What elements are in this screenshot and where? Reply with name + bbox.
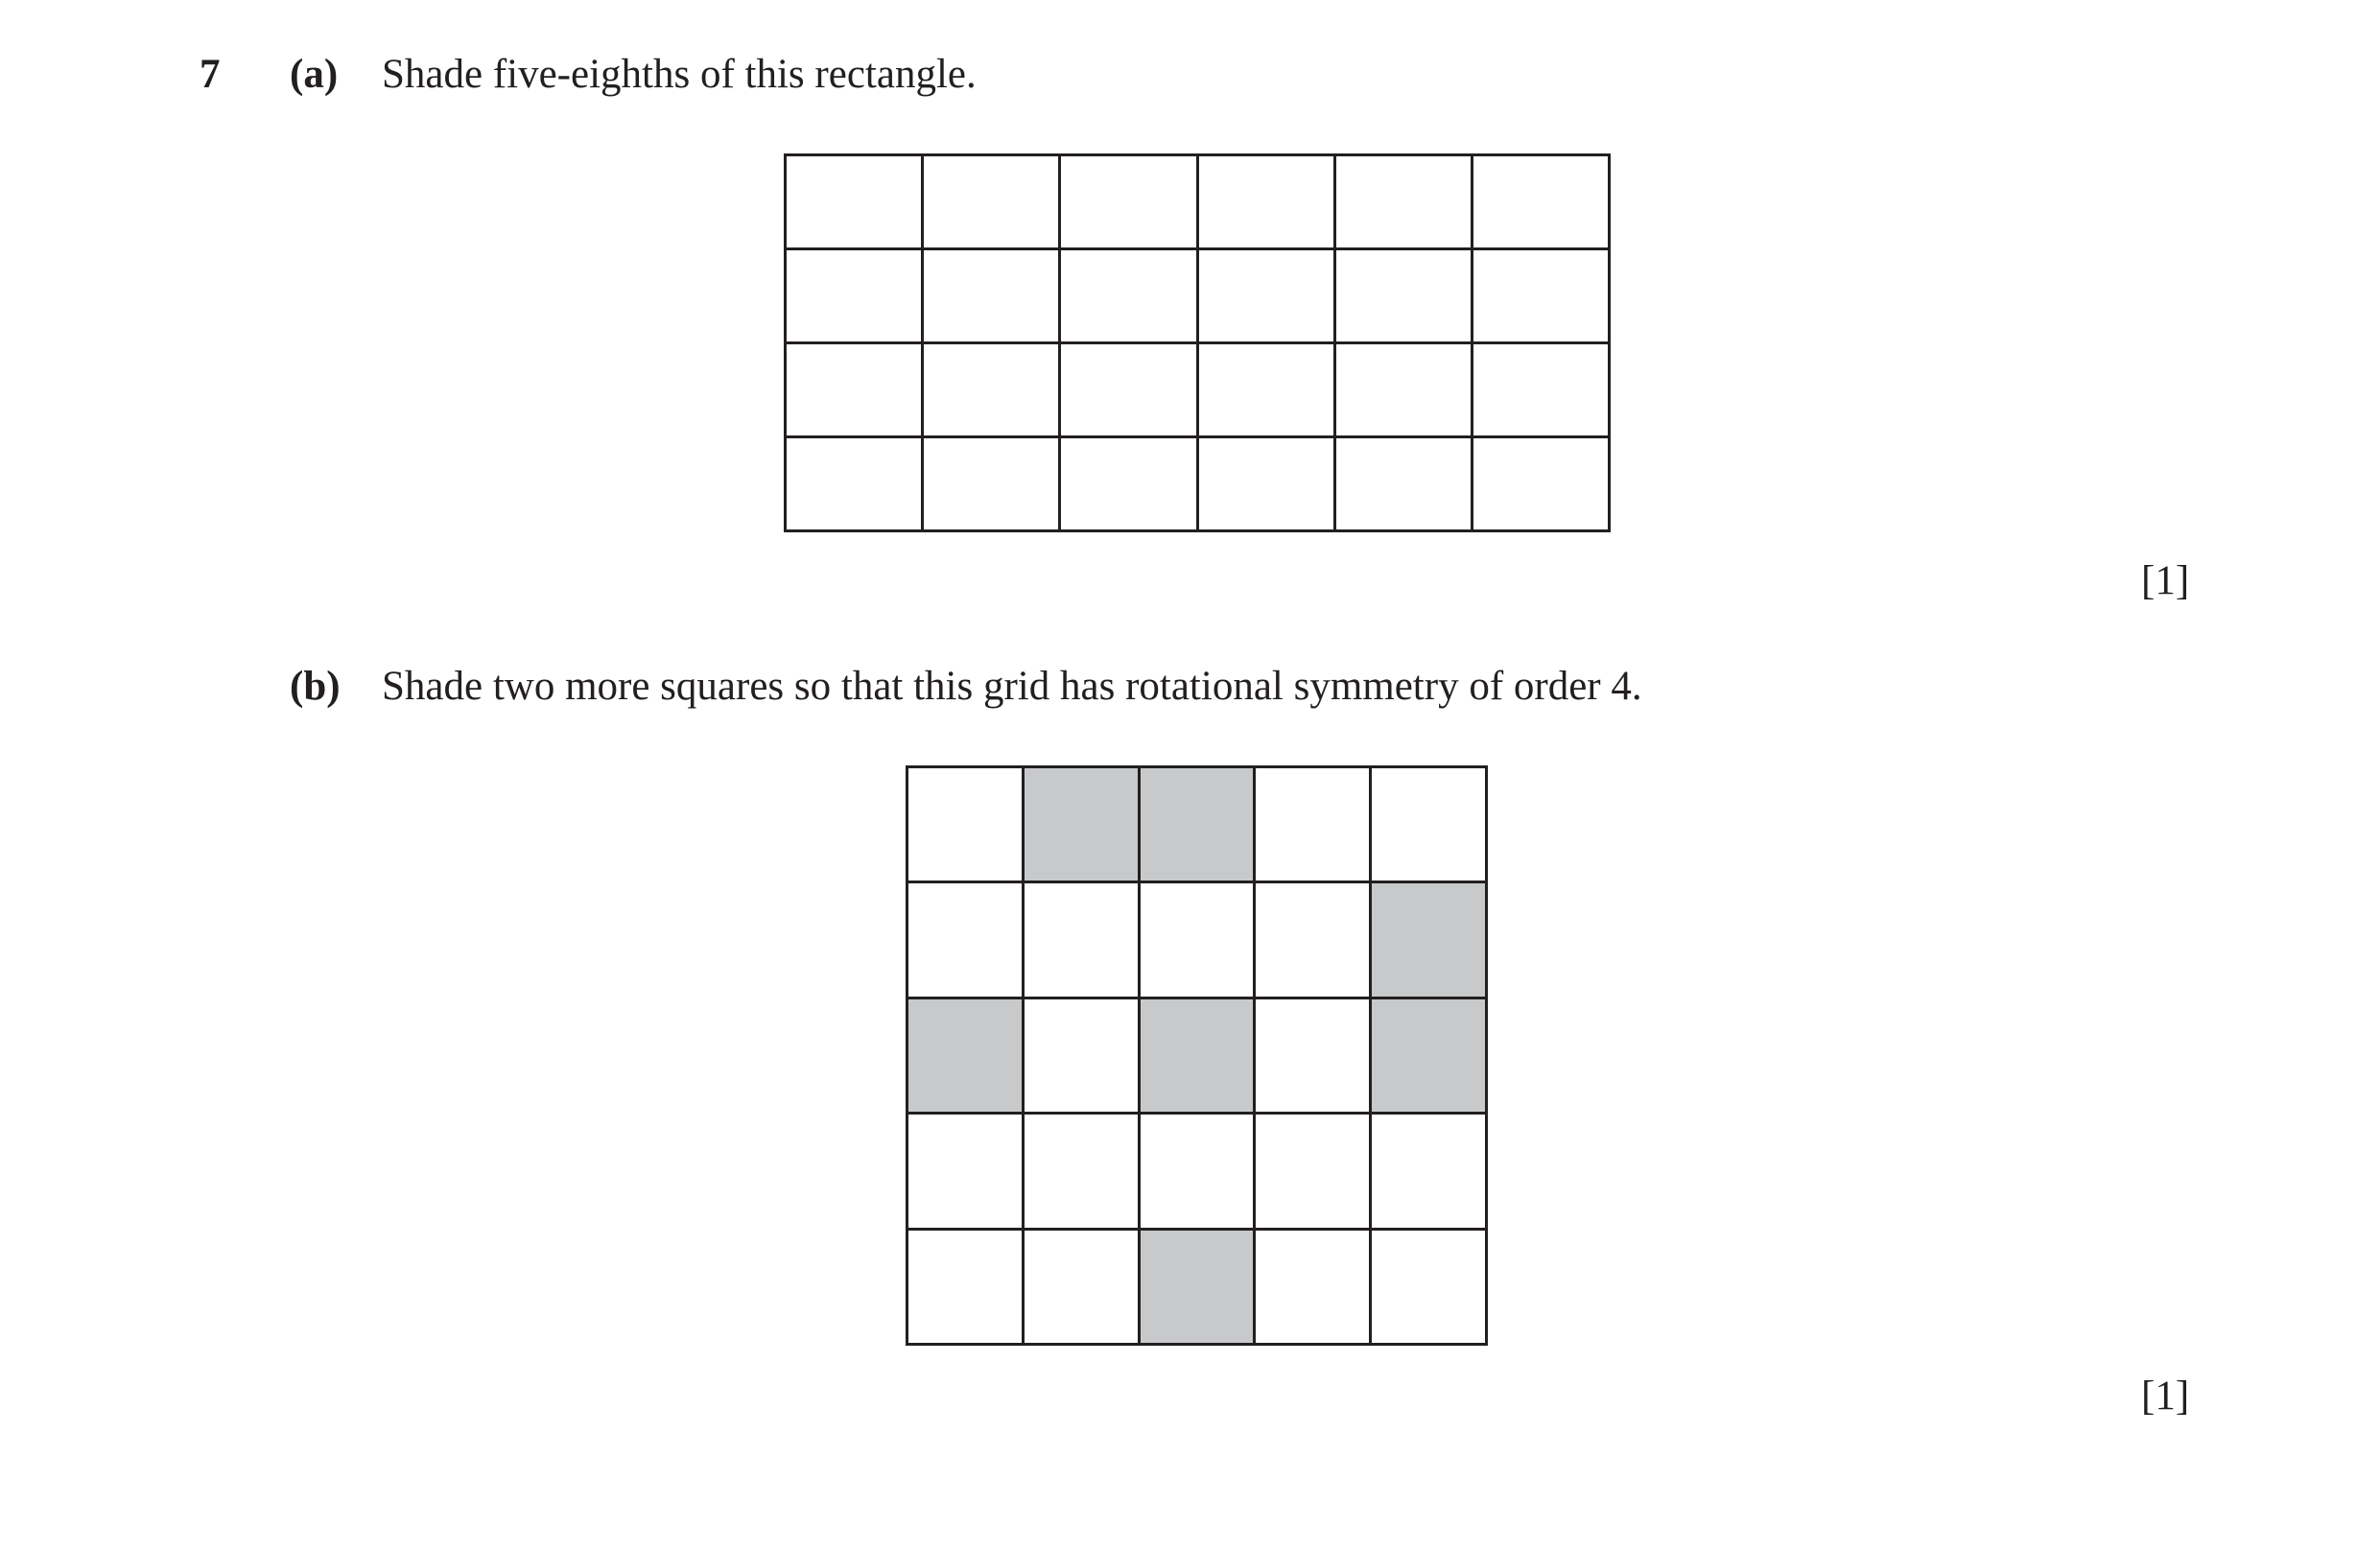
grid-square[interactable]: [1336, 250, 1473, 344]
grid-square[interactable]: [1256, 999, 1372, 1115]
grid-square[interactable]: [1025, 1231, 1141, 1346]
grid-square[interactable]: [1141, 999, 1257, 1115]
grid-square[interactable]: [1256, 768, 1372, 883]
grid-square[interactable]: [1372, 768, 1488, 883]
grid-square[interactable]: [787, 438, 924, 532]
grid-square[interactable]: [1141, 883, 1257, 998]
grid-square[interactable]: [908, 1231, 1025, 1346]
grid-square[interactable]: [1061, 438, 1198, 532]
grid-square[interactable]: [908, 999, 1025, 1115]
part-b-label: (b): [290, 664, 341, 709]
grid-square[interactable]: [1141, 1231, 1257, 1346]
grid-square[interactable]: [908, 1115, 1025, 1230]
grid-square[interactable]: [924, 344, 1061, 438]
grid-square[interactable]: [1061, 250, 1198, 344]
grid-square[interactable]: [1199, 156, 1336, 250]
grid-square[interactable]: [1473, 344, 1611, 438]
grid-square[interactable]: [1372, 883, 1488, 998]
grid-square[interactable]: [1473, 250, 1611, 344]
part-a-instruction: Shade five-eighths of this rectangle.: [382, 52, 977, 97]
grid-square[interactable]: [1473, 156, 1611, 250]
part-b-instruction: Shade two more squares so that this grid has rotational symmetry of order 4.: [382, 664, 1642, 709]
grid-square[interactable]: [1025, 999, 1141, 1115]
question-number: 7: [200, 52, 221, 97]
grid-square[interactable]: [787, 344, 924, 438]
grid-square[interactable]: [1256, 1115, 1372, 1230]
grid-square[interactable]: [924, 250, 1061, 344]
grid-square[interactable]: [1141, 1115, 1257, 1230]
grid-square[interactable]: [1141, 768, 1257, 883]
rectangle-grid[interactable]: [784, 153, 1611, 532]
grid-square[interactable]: [1256, 1231, 1372, 1346]
symmetry-grid[interactable]: [906, 765, 1488, 1346]
grid-square[interactable]: [1372, 1231, 1488, 1346]
grid-square[interactable]: [1061, 344, 1198, 438]
grid-square[interactable]: [1199, 250, 1336, 344]
grid-square[interactable]: [1199, 344, 1336, 438]
grid-square[interactable]: [1336, 438, 1473, 532]
grid-square[interactable]: [908, 768, 1025, 883]
grid-square[interactable]: [1025, 768, 1141, 883]
grid-square[interactable]: [1199, 438, 1336, 532]
grid-square[interactable]: [1336, 344, 1473, 438]
part-a-marks: [1]: [2141, 558, 2190, 603]
grid-square[interactable]: [1025, 883, 1141, 998]
grid-square[interactable]: [1336, 156, 1473, 250]
grid-square[interactable]: [787, 250, 924, 344]
part-a-label: (a): [290, 52, 339, 97]
grid-square[interactable]: [1372, 999, 1488, 1115]
part-b-marks: [1]: [2141, 1374, 2190, 1419]
grid-square[interactable]: [924, 156, 1061, 250]
grid-square[interactable]: [787, 156, 924, 250]
grid-square[interactable]: [1372, 1115, 1488, 1230]
grid-square[interactable]: [1256, 883, 1372, 998]
grid-square[interactable]: [924, 438, 1061, 532]
grid-square[interactable]: [1061, 156, 1198, 250]
grid-square[interactable]: [908, 883, 1025, 998]
grid-square[interactable]: [1025, 1115, 1141, 1230]
grid-square[interactable]: [1473, 438, 1611, 532]
